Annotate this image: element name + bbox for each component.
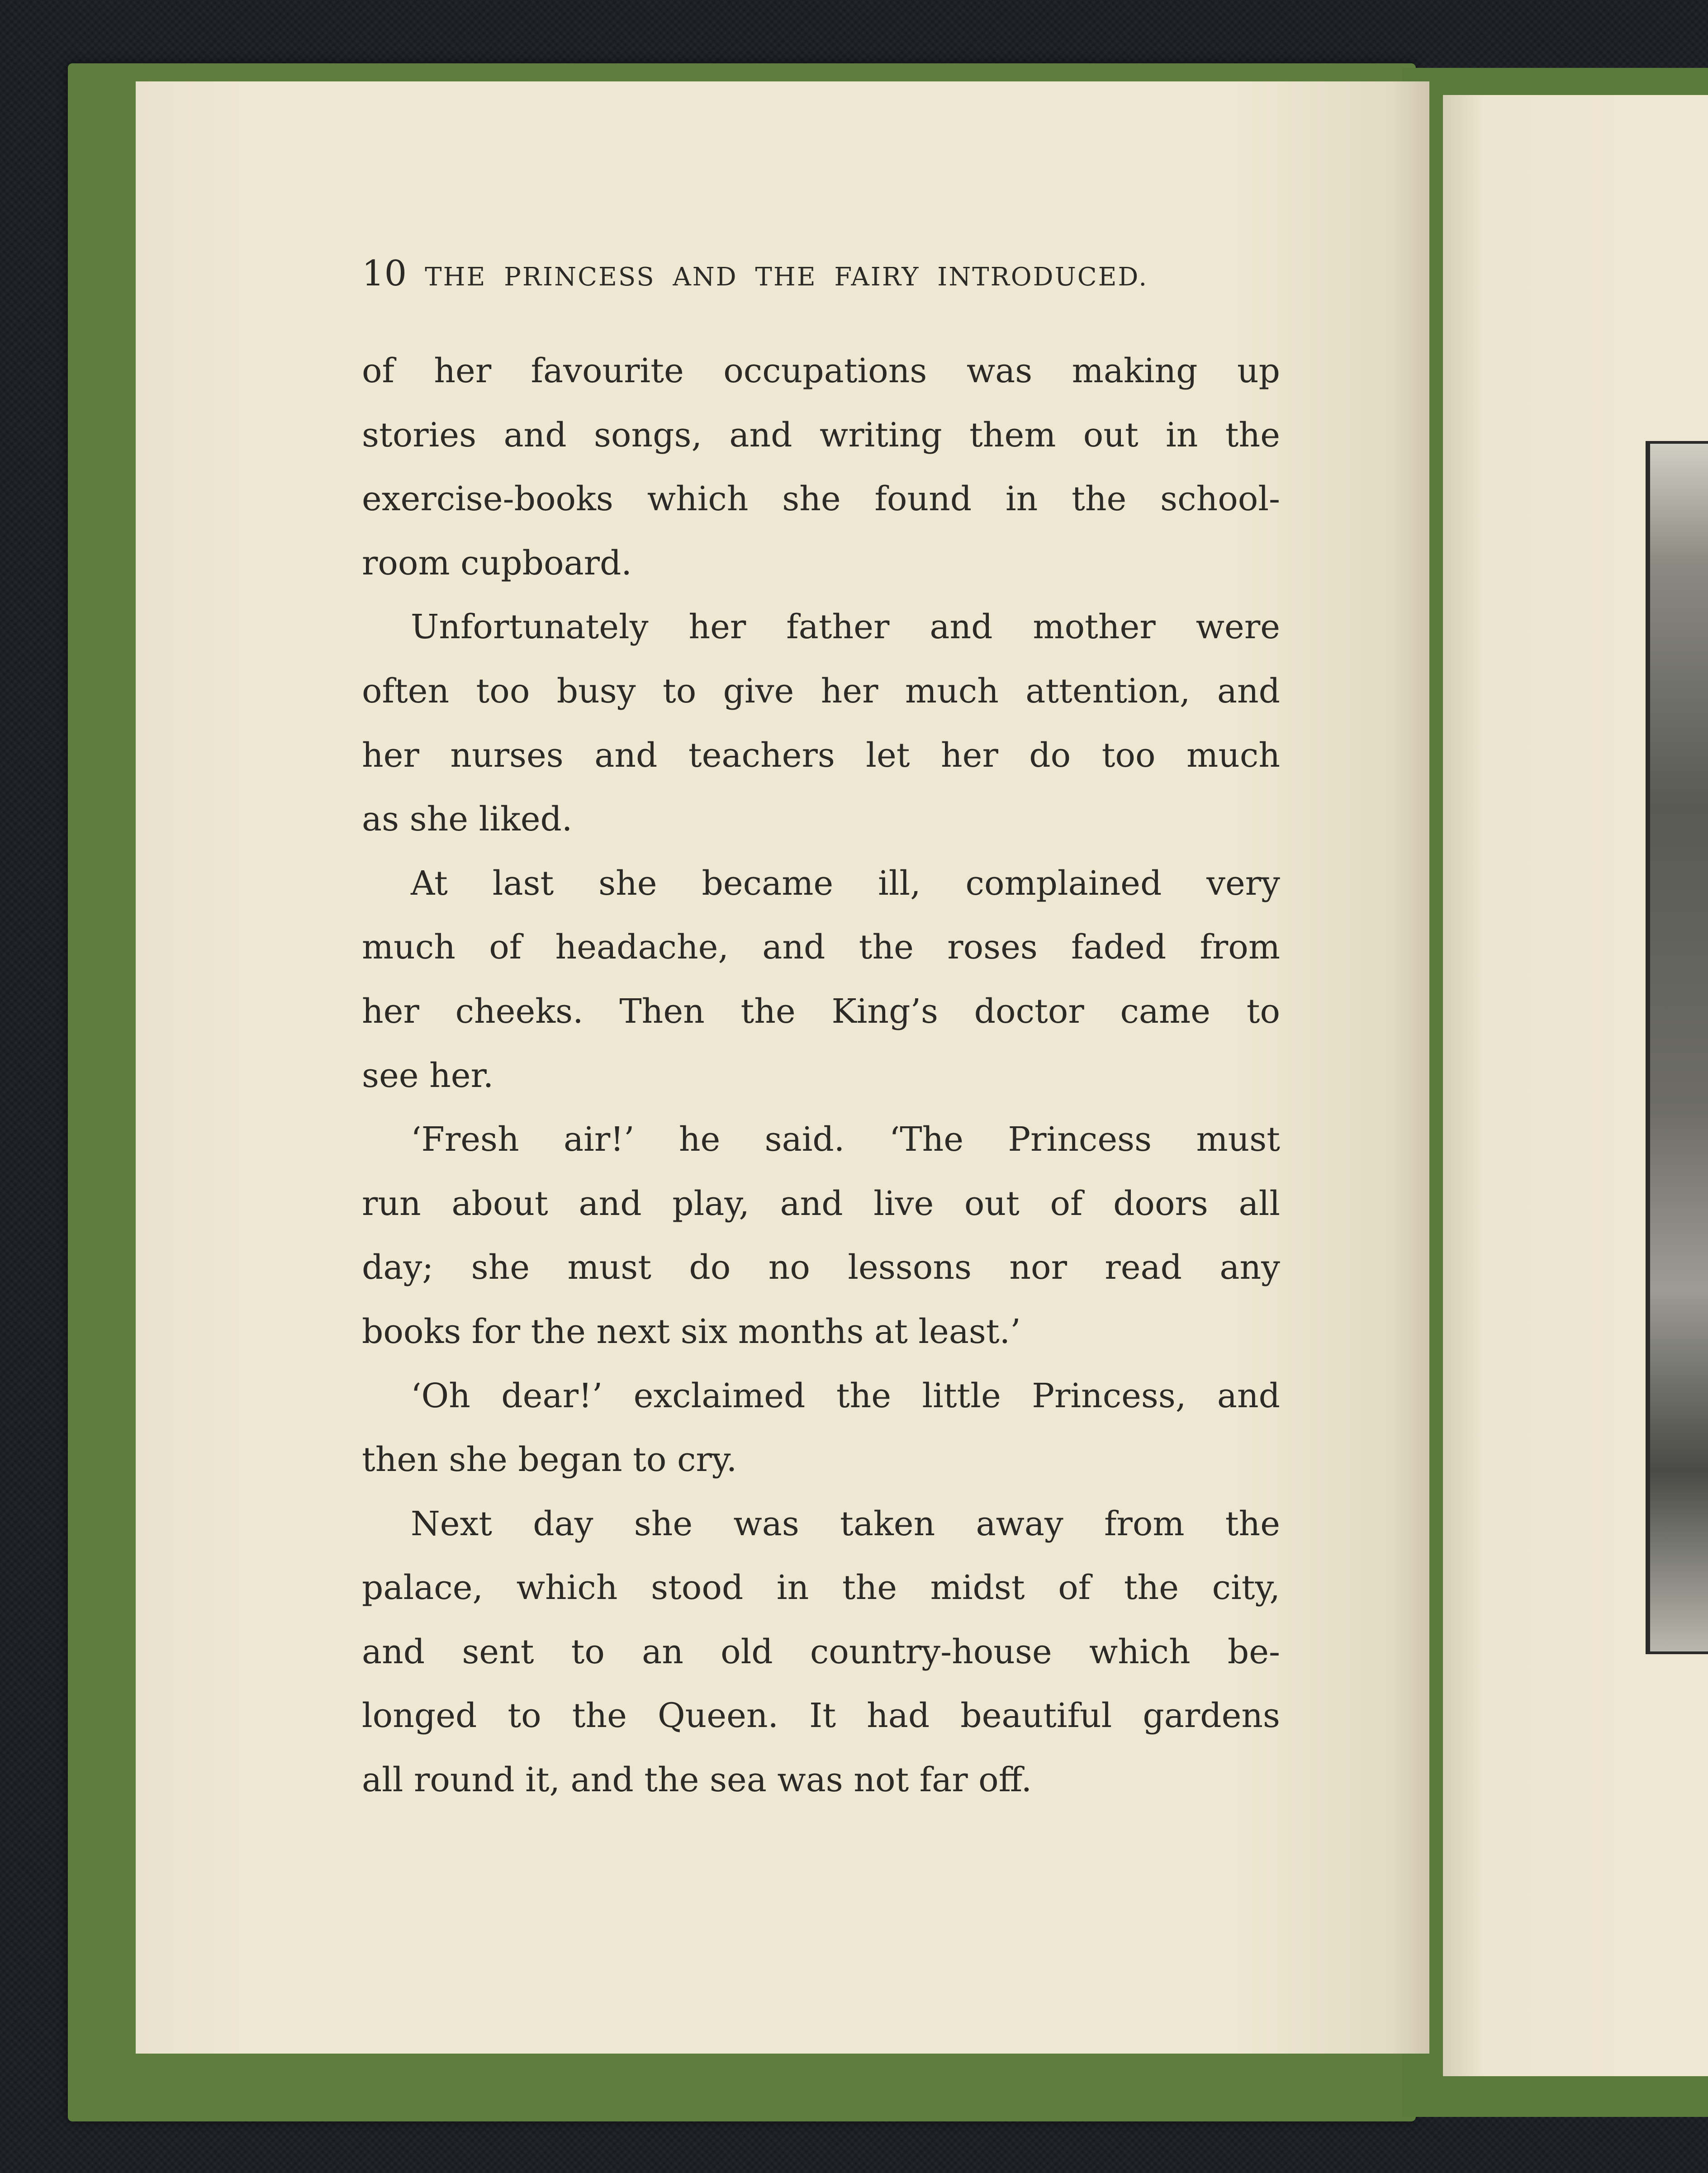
- text-line: exercise-books which she found in the school-: [362, 479, 1280, 519]
- text-line: palace, which stood in the midst of the city,: [362, 1568, 1280, 1608]
- text-line: her nurses and teachers let her do too much: [362, 735, 1280, 775]
- text-line: Unfortunately her father and mother were: [411, 607, 1280, 647]
- body-text: [362, 339, 1280, 1812]
- text-line: see her.: [362, 1056, 494, 1095]
- text-line: much of headache, and the roses faded from: [362, 928, 1280, 967]
- text-line: run about and play, and live out of doors all: [362, 1184, 1280, 1223]
- text-line: day; she must do no lessons nor read any: [362, 1248, 1280, 1287]
- text-line: room cupboard.: [362, 543, 632, 583]
- text-line: of her favourite occupations was making up: [362, 351, 1280, 390]
- running-title: THE PRINCESS AND THE FAIRY INTRODUCED.: [425, 262, 1148, 292]
- text-line: all round it, and the sea was not far off.: [362, 1760, 1032, 1800]
- running-header: [362, 253, 1239, 294]
- text-line: ‘Oh dear!’ exclaimed the little Princess, and: [411, 1376, 1280, 1415]
- text-line: then she began to cry.: [362, 1440, 737, 1480]
- page-number: 10: [362, 253, 407, 294]
- text-line: often too busy to give her much attention, and: [362, 671, 1280, 711]
- text-line: and sent to an old country-house which be-: [362, 1632, 1280, 1671]
- text-line: longed to the Queen. It had beautiful gardens: [362, 1696, 1280, 1736]
- text-line: her cheeks. Then the King’s doctor came to: [362, 992, 1280, 1031]
- text-line: books for the next six months at least.’: [362, 1312, 1021, 1351]
- text-line: At last she became ill, complained very: [411, 864, 1280, 903]
- text-line: stories and songs, and writing them out in the: [362, 415, 1280, 455]
- text-line: ‘Fresh air!’ he said. ‘The Princess must: [411, 1120, 1280, 1159]
- text-line: Next day she was taken away from the: [411, 1504, 1280, 1543]
- illustration-plate: [1646, 441, 1708, 1654]
- text-line: as she liked.: [362, 800, 573, 839]
